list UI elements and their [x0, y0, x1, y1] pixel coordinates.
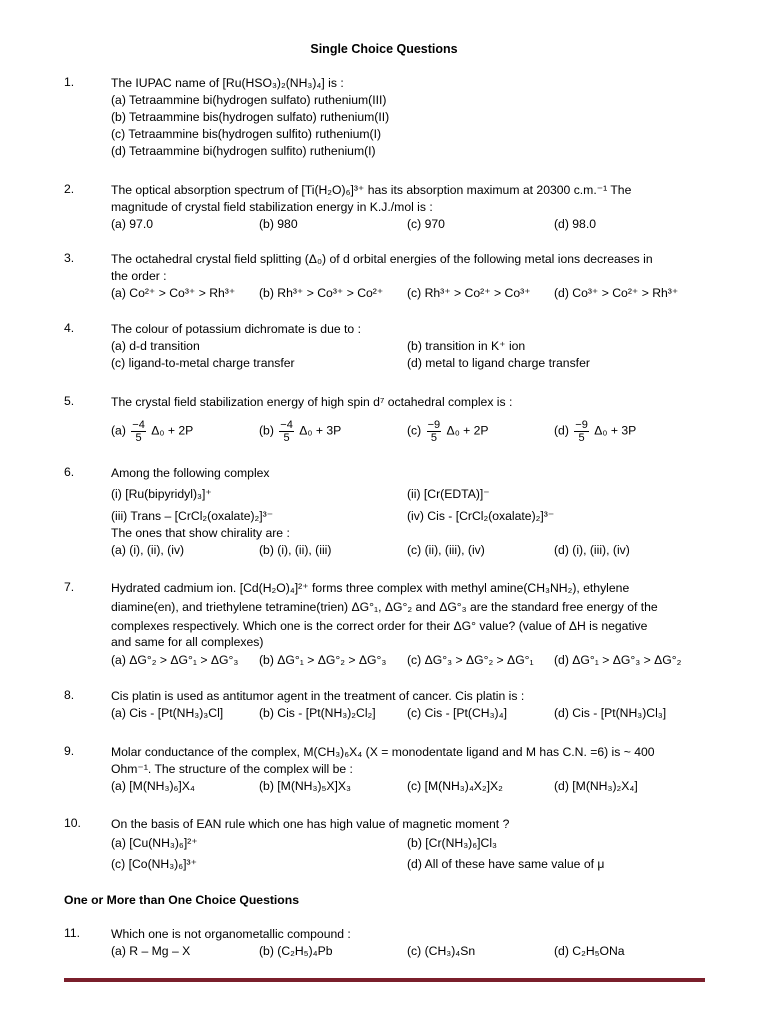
question-stem-line-1: Molar conductance of the complex, M(CH₃)₆X₄ (X = monodentate ligand and M has C.N. =6) is ~ 400	[111, 745, 655, 759]
fraction: $\frac{-9}{5}$	[427, 419, 441, 444]
option-d: (d) 98.0	[554, 217, 597, 231]
option-c: (c) [M(NH₃)₄X₂]X₂	[407, 779, 503, 793]
fraction: $\frac{-9}{5}$	[575, 419, 588, 444]
page-title: Single Choice Questions	[310, 42, 458, 56]
question-stem-line-2: Ohm⁻¹. The structure of the complex will be :	[111, 762, 353, 776]
option-b: (b) Tetraammine bis(hydrogen sulfato) ruthenium(II)	[111, 110, 390, 124]
question-stem: Which one is not organometallic compound :	[111, 927, 351, 941]
question-stem-line-2: the order :	[111, 269, 167, 283]
question-stem-line-2: magnitude of crystal field stabilization energy in K.J./mol is :	[111, 200, 433, 214]
option-d: (d) All of these have same value of μ	[407, 857, 605, 871]
option-a: (a) d-d transition	[111, 339, 200, 353]
option-a: (a) [M(NH₃)₆]X₄	[111, 779, 195, 793]
question-number: 1.	[64, 75, 75, 89]
option-c: (c) (ii), (iii), (iv)	[407, 543, 485, 557]
item-i: (i) [Ru(bipyridyl)₃]⁺	[111, 487, 212, 501]
option-b: (b) transition in K⁺ ion	[407, 339, 526, 353]
section-heading: One or More than One Choice Questions	[64, 893, 299, 907]
option-a: (a) (i), (ii), (iv)	[111, 543, 185, 557]
option-a: (a) $\frac{-4}{5}$ Δ₀ + 2P	[111, 419, 194, 444]
question-number: 8.	[64, 688, 75, 702]
item-iv: (iv) Cis - [CrCl₂(oxalate)₂]³⁻	[407, 509, 555, 523]
question-stem: Among the following complex	[111, 466, 270, 480]
fraction: $\frac{-4}{5}$	[280, 419, 293, 444]
question-stem: The IUPAC name of [Ru(HSO₃)₂(NH₃)₄] is :	[111, 76, 344, 90]
option-c: (c) Rh³⁺ > Co²⁺ > Co³⁺	[407, 286, 531, 300]
question-stem-line-3: complexes respectively. Which one is the correct order for their ΔG° value? (value of ΔH is negative	[111, 619, 648, 633]
question-stem: On the basis of EAN rule which one has high value of magnetic moment ?	[111, 817, 510, 831]
question-number: 2.	[64, 182, 75, 196]
option-d: (d) C₂H₅ONa	[554, 944, 625, 958]
question-number: 11.	[64, 926, 81, 940]
question-stem-line-1: Hydrated cadmium ion. [Cd(H₂O)₄]²⁺ forms three complex with methyl amine(CH₃NH₂), ethylene	[111, 581, 630, 595]
option-d: (d) ΔG°₁ > ΔG°₃ > ΔG°₂	[554, 653, 682, 667]
question-stem-line-2: diamine(en), and triethylene tetramine(trien) ΔG°₁, ΔG°₂ and ΔG°₃ are the standard free energy of the	[111, 600, 658, 614]
option-d: (d) (i), (iii), (iv)	[554, 543, 630, 557]
question-number: 4.	[64, 321, 75, 335]
question-stem-line-1: The octahedral crystal field splitting (Δ₀) of d orbital energies of the following metal ions decreases in	[111, 252, 653, 266]
option-c: (c) Cis - [Pt(CH₃)₄]	[407, 706, 507, 720]
item-iii: (iii) Trans – [CrCl₂(oxalate)₂]³⁻	[111, 509, 274, 523]
question-number: 10.	[64, 816, 81, 830]
option-a: (a) ΔG°₂ > ΔG°₁ > ΔG°₃	[111, 653, 239, 667]
option-d: (d) Co³⁺ > Co²⁺ > Rh³⁺	[554, 286, 679, 300]
option-c: (c) ligand-to-metal charge transfer	[111, 356, 295, 370]
option-d: (d) $\frac{-9}{5}$ Δ₀ + 3P	[554, 419, 637, 444]
option-d: (d) Tetraammine bi(hydrogen sulfito) ruthenium(I)	[111, 144, 376, 158]
question-number: 9.	[64, 744, 75, 758]
question-stem: The crystal field stabilization energy of high spin d⁷ octahedral complex is :	[111, 395, 513, 409]
option-b: (b) 980	[259, 217, 298, 231]
question-number: 7.	[64, 580, 75, 594]
option-b: (b) (C₂H₅)₄Pb	[259, 944, 333, 958]
option-c: (c) Tetraammine bis(hydrogen sulfito) ruthenium(I)	[111, 127, 382, 141]
option-b: (b) Rh³⁺ > Co³⁺ > Co²⁺	[259, 286, 384, 300]
option-c: (c) $\frac{-9}{5}$ Δ₀ + 2P	[407, 419, 489, 444]
option-d: (d) Cis - [Pt(NH₃)Cl₃]	[554, 706, 667, 720]
option-b: (b) ΔG°₁ > ΔG°₂ > ΔG°₃	[259, 653, 387, 667]
option-a: (a) R – Mg – X	[111, 944, 191, 958]
option-a: (a) Co²⁺ > Co³⁺ > Rh³⁺	[111, 286, 236, 300]
question-stem: The colour of potassium dichromate is due to :	[111, 322, 361, 336]
question-number: 6.	[64, 465, 75, 479]
option-b: (b) (i), (ii), (iii)	[259, 543, 332, 557]
question-stem-line-1: The optical absorption spectrum of [Ti(H₂O)₆]³⁺ has its absorption maximum at 20300 c.m.⁻¹ The	[111, 183, 632, 197]
option-a: (a) Cis - [Pt(NH₃)₃Cl]	[111, 706, 224, 720]
fraction: $\frac{-4}{5}$	[132, 419, 145, 444]
footer-rule	[64, 978, 705, 982]
question-stem-line-4: and same for all complexes)	[111, 635, 264, 649]
option-a: (a) 97.0	[111, 217, 154, 231]
item-ii: (ii) [Cr(EDTA)]⁻	[407, 487, 490, 501]
option-c: (c) ΔG°₃ > ΔG°₂ > ΔG°₁	[407, 653, 534, 667]
option-c: (c) 970	[407, 217, 445, 231]
option-b: (b) Cis - [Pt(NH₃)₂Cl₂]	[259, 706, 376, 720]
option-a: (a) [Cu(NH₃)₆]²⁺	[111, 836, 198, 850]
option-c: (c) [Co(NH₃)₆]³⁺	[111, 857, 198, 871]
question-subprompt: The ones that show chirality are :	[111, 526, 290, 540]
question-stem: Cis platin is used as antitumor agent in the treatment of cancer. Cis platin is :	[111, 689, 525, 703]
option-b: (b) [Cr(NH₃)₆]Cl₃	[407, 836, 497, 850]
question-number: 5.	[64, 394, 75, 408]
option-d: (d) [M(NH₃)₂X₄]	[554, 779, 638, 793]
option-a: (a) Tetraammine bi(hydrogen sulfato) ruthenium(III)	[111, 93, 387, 107]
question-number: 3.	[64, 251, 75, 265]
option-b: (b) $\frac{-4}{5}$ Δ₀ + 3P	[259, 419, 342, 444]
option-c: (c) (CH₃)₄Sn	[407, 944, 476, 958]
option-b: (b) [M(NH₃)₅X]X₃	[259, 779, 352, 793]
option-d: (d) metal to ligand charge transfer	[407, 356, 590, 370]
